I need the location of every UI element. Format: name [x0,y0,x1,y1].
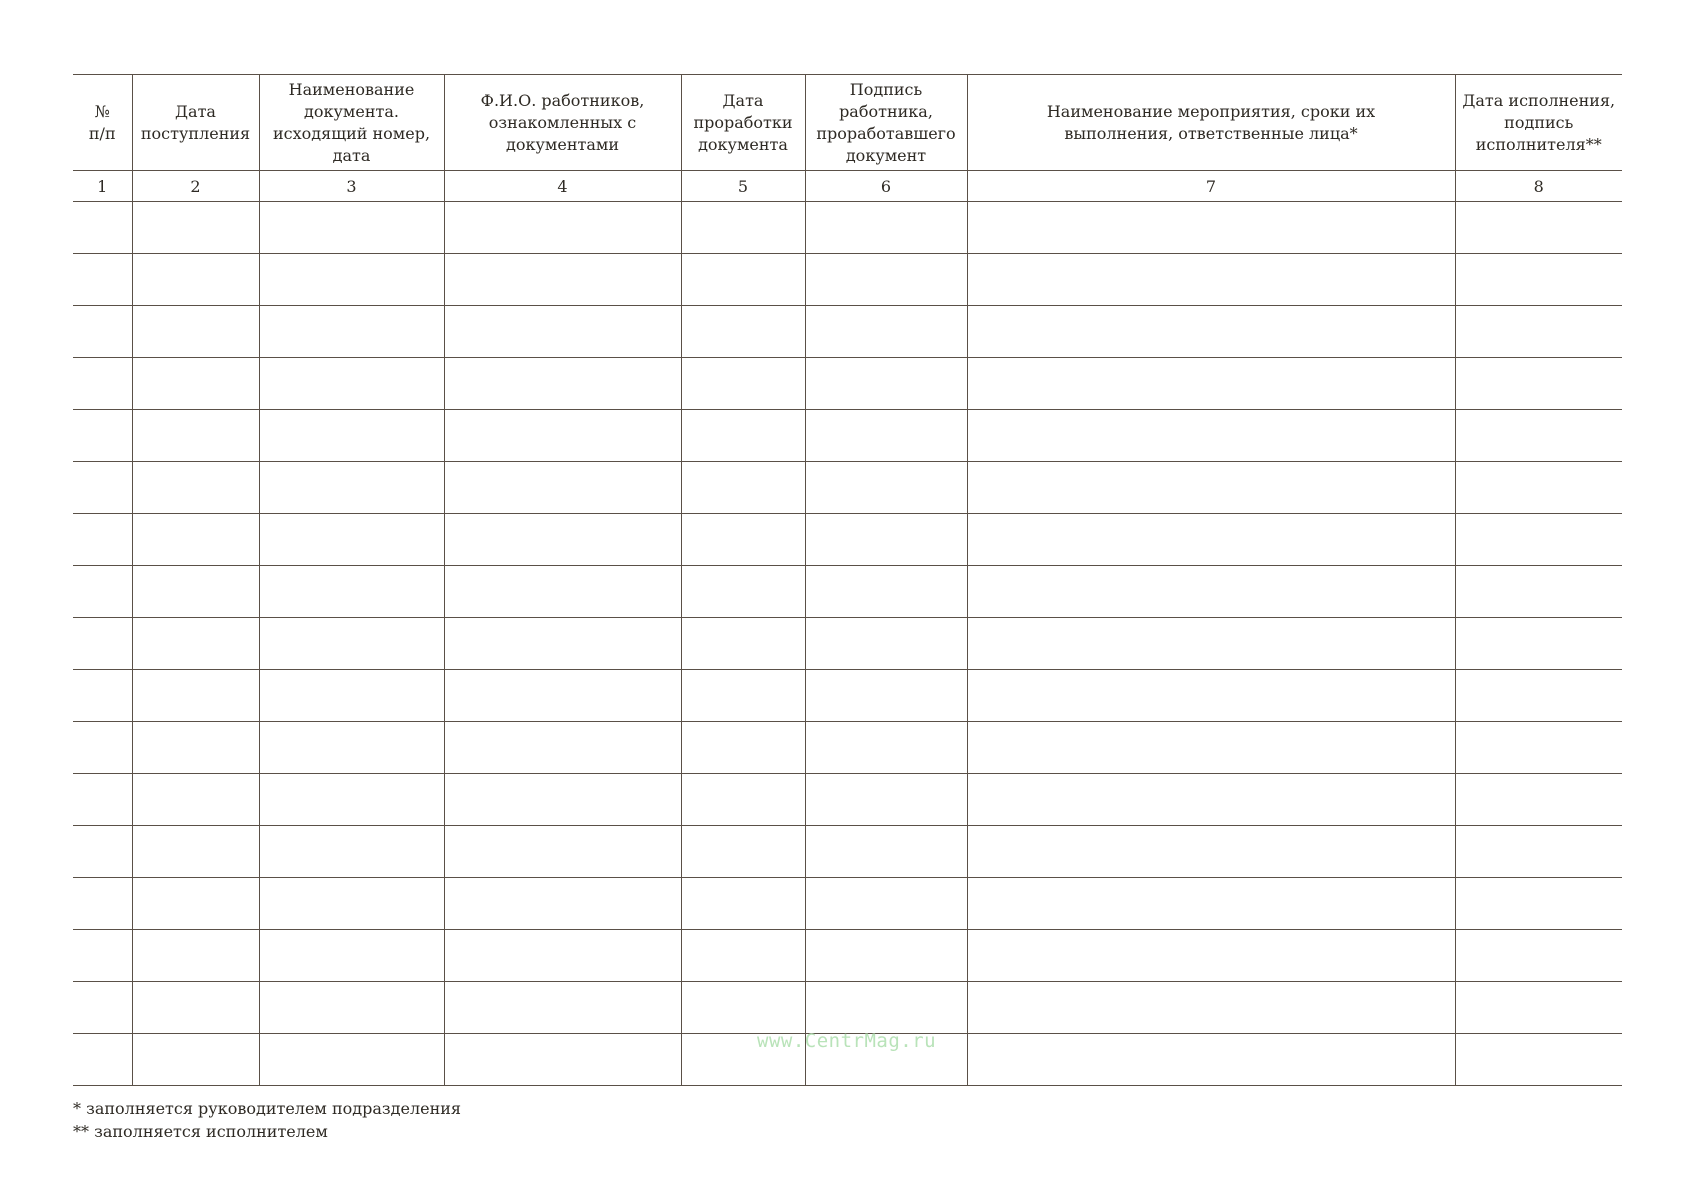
header-cell-number [73,75,132,171]
journal-table [73,74,1622,1086]
table-cell[interactable] [444,618,681,670]
column-number: 2 [132,171,259,202]
table-cell[interactable] [681,878,805,930]
table-cell[interactable] [444,930,681,982]
table-cell[interactable] [681,566,805,618]
table-cell[interactable] [259,774,444,826]
table-cell[interactable] [967,306,1455,358]
table-cell[interactable] [1455,254,1622,306]
header-cell-review-date [681,75,805,171]
table-row [73,358,1622,410]
table-cell[interactable] [681,618,805,670]
table-cell[interactable] [805,982,967,1034]
table-row [73,826,1622,878]
table-cell[interactable] [967,202,1455,254]
table-row [73,774,1622,826]
table-cell[interactable] [967,514,1455,566]
table-cell[interactable] [1455,878,1622,930]
table-cell[interactable] [1455,722,1622,774]
table-cell[interactable] [444,722,681,774]
table-cell[interactable] [73,878,132,930]
footnote-executor: ** заполняется исполнителем [73,1122,328,1141]
table-cell[interactable] [73,774,132,826]
column-number: 5 [681,171,805,202]
table-cell[interactable] [1455,566,1622,618]
table-cell[interactable] [444,306,681,358]
table-cell[interactable] [132,306,259,358]
table-cell[interactable] [805,878,967,930]
table-cell[interactable] [132,826,259,878]
table-cell[interactable] [259,566,444,618]
table-cell[interactable] [132,254,259,306]
table-cell[interactable] [73,566,132,618]
table-cell[interactable] [444,774,681,826]
table-row [73,254,1622,306]
table-cell[interactable] [681,202,805,254]
table-cell[interactable] [259,462,444,514]
header-cell-received-date [132,75,259,171]
table-cell[interactable] [681,722,805,774]
table-cell[interactable] [805,566,967,618]
table-cell[interactable] [444,410,681,462]
table-cell[interactable] [805,670,967,722]
table-cell[interactable] [805,202,967,254]
header-label: Дата исполнения, подпись исполнителя** [1462,90,1616,154]
table-cell[interactable] [1455,306,1622,358]
column-number: 1 [73,171,132,202]
table-row [73,878,1622,930]
table-cell[interactable] [1455,774,1622,826]
table-cell[interactable] [1455,358,1622,410]
header-label: Дата поступления [140,101,251,143]
table-cell[interactable] [967,462,1455,514]
table-cell[interactable] [73,722,132,774]
table-row [73,982,1622,1034]
table-cell[interactable] [1455,930,1622,982]
table-cell[interactable] [73,670,132,722]
table-cell[interactable] [444,1034,681,1086]
table-cell[interactable] [132,566,259,618]
table-cell[interactable] [73,306,132,358]
table-cell[interactable] [259,982,444,1034]
table-cell[interactable] [681,358,805,410]
table-row [73,462,1622,514]
table-cell[interactable] [681,254,805,306]
table-cell[interactable] [967,982,1455,1034]
table-cell[interactable] [132,878,259,930]
table-cell[interactable] [805,410,967,462]
table-cell[interactable] [681,826,805,878]
footnote-manager: * заполняется руководителем подразделения [73,1099,461,1118]
column-number-row [73,171,1622,202]
column-number: 6 [805,171,967,202]
table-cell[interactable] [805,462,967,514]
table-cell[interactable] [73,254,132,306]
table-row [73,566,1622,618]
table-cell[interactable] [967,878,1455,930]
table-cell[interactable] [259,618,444,670]
header-label: № п/п [88,101,116,143]
table-cell[interactable] [967,1034,1455,1086]
table-cell[interactable] [967,826,1455,878]
header-cell-document-name [259,75,444,171]
table-cell[interactable] [1455,826,1622,878]
table-cell[interactable] [132,774,259,826]
table-cell[interactable] [967,254,1455,306]
table-cell[interactable] [681,774,805,826]
table-cell[interactable] [681,462,805,514]
table-cell[interactable] [967,722,1455,774]
table-cell[interactable] [73,202,132,254]
table-cell[interactable] [132,930,259,982]
table-cell[interactable] [73,514,132,566]
table-cell[interactable] [805,306,967,358]
table-cell[interactable] [681,982,805,1034]
table-cell[interactable] [1455,618,1622,670]
table-cell[interactable] [805,722,967,774]
table-cell[interactable] [444,670,681,722]
table-row [73,410,1622,462]
table-cell[interactable] [73,1034,132,1086]
table-cell[interactable] [132,462,259,514]
header-label: Наименование мероприятия, сроки их выполнения, ответственные лица* [1046,101,1376,143]
table-cell[interactable] [259,410,444,462]
header-cell-measures [967,75,1455,171]
table-row [73,618,1622,670]
table-cell[interactable] [681,670,805,722]
header-cell-employees [444,75,681,171]
table-row [73,306,1622,358]
table-cell[interactable] [132,410,259,462]
table-cell[interactable] [967,410,1455,462]
table-cell[interactable] [1455,514,1622,566]
table-cell[interactable] [967,774,1455,826]
table-cell[interactable] [73,982,132,1034]
table-cell[interactable] [444,878,681,930]
table-cell[interactable] [1455,670,1622,722]
table-cell[interactable] [73,462,132,514]
table-cell[interactable] [805,618,967,670]
table-cell[interactable] [259,878,444,930]
table-cell[interactable] [967,670,1455,722]
table-cell[interactable] [259,722,444,774]
table-row [73,722,1622,774]
table-cell[interactable] [967,930,1455,982]
table-cell[interactable] [132,670,259,722]
table-cell[interactable] [132,722,259,774]
footnotes [73,1097,461,1143]
table-cell[interactable] [73,826,132,878]
table-cell[interactable] [132,618,259,670]
table-cell[interactable] [967,618,1455,670]
table-cell[interactable] [444,982,681,1034]
table-cell[interactable] [805,930,967,982]
column-number: 8 [1455,171,1622,202]
table-cell[interactable] [259,670,444,722]
table-row [73,514,1622,566]
table-cell[interactable] [132,202,259,254]
table-cell[interactable] [132,514,259,566]
table-cell[interactable] [259,306,444,358]
header-row [73,75,1622,171]
table-row [73,202,1622,254]
table-cell[interactable] [967,566,1455,618]
table-cell[interactable] [444,566,681,618]
table-cell[interactable] [444,462,681,514]
table-cell[interactable] [681,410,805,462]
header-cell-employee-signature [805,75,967,171]
column-number: 4 [444,171,681,202]
table-cell[interactable] [805,514,967,566]
table-cell[interactable] [259,826,444,878]
table-cell[interactable] [1455,462,1622,514]
table-cell[interactable] [444,514,681,566]
table-cell[interactable] [73,410,132,462]
header-label: Ф.И.О. работников, ознакомленных с документами [480,90,645,154]
table-cell[interactable] [1455,202,1622,254]
column-number: 7 [967,171,1455,202]
table-row [73,930,1622,982]
table-cell[interactable] [444,826,681,878]
table-cell[interactable] [259,202,444,254]
table-cell[interactable] [681,514,805,566]
table-cell[interactable] [73,358,132,410]
header-label: Дата проработки документа [693,90,793,154]
table-cell[interactable] [967,358,1455,410]
table-cell[interactable] [805,254,967,306]
watermark: www.CentrMag.ru [757,1030,937,1052]
header-cell-execution [1455,75,1622,171]
table-cell[interactable] [444,358,681,410]
table-cell[interactable] [1455,410,1622,462]
table-cell[interactable] [132,1034,259,1086]
table-cell[interactable] [805,774,967,826]
table-cell[interactable] [132,358,259,410]
table-cell[interactable] [73,930,132,982]
table-row [73,670,1622,722]
table-cell[interactable] [805,358,967,410]
table-cell[interactable] [259,1034,444,1086]
table-cell[interactable] [73,618,132,670]
table-cell[interactable] [681,306,805,358]
table-cell[interactable] [259,358,444,410]
table-cell[interactable] [805,826,967,878]
table-cell[interactable] [259,930,444,982]
table-cell[interactable] [681,930,805,982]
header-label: Подпись работника, проработавшего документ [816,79,956,165]
table-cell[interactable] [1455,1034,1622,1086]
table-cell[interactable] [259,254,444,306]
table-cell[interactable] [444,254,681,306]
header-label: Наименование документа. исходящий номер, дата [272,79,431,165]
column-number: 3 [259,171,444,202]
table-cell[interactable] [259,514,444,566]
table-cell[interactable] [444,202,681,254]
table-cell[interactable] [1455,982,1622,1034]
table-cell[interactable] [132,982,259,1034]
